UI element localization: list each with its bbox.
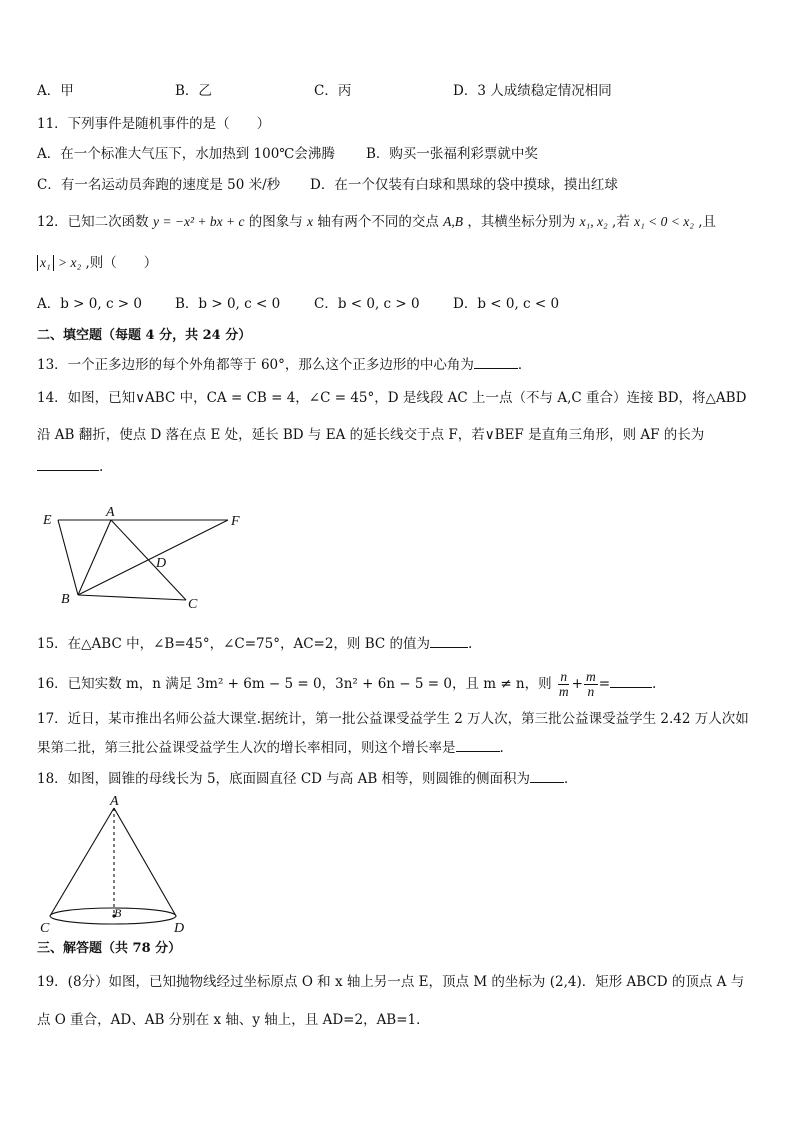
q16-frac2-num: m — [585, 669, 596, 684]
section-3-heading: 三、解答题（共 78 分） — [37, 941, 182, 956]
q12-condition-1: x₁ < 0 < x₂ — [634, 214, 694, 229]
q18-slant-ac — [50, 808, 114, 916]
q13-text: 13．一个正多边形的每个外角都等于 60°，那么这个正多边形的中心角为 — [37, 357, 474, 373]
q18 — [37, 770, 578, 788]
q18-label-a: A — [110, 794, 119, 809]
q12-abs-var: x₁ — [40, 255, 51, 270]
q16-tail: . — [652, 676, 657, 692]
q14-label-b: B — [61, 592, 70, 607]
q12-tail: ,则（ ） — [85, 255, 158, 271]
q15-tail: . — [468, 636, 473, 652]
q10-option-d: D．3 人成绩稳定情况相同 — [453, 83, 612, 99]
q14-line-bc — [78, 595, 186, 600]
q14-line-eb — [58, 520, 78, 595]
q13 — [37, 356, 531, 374]
q11-option-b: B．购买一张福利彩票就中奖 — [366, 146, 538, 162]
q14-answer-blank[interactable] — [37, 458, 99, 471]
q18-slant-ad — [114, 808, 176, 916]
q12-prefix: 12．已知二次函数 — [37, 214, 149, 230]
q12-option-a: A．b > 0, c > 0 — [37, 296, 143, 312]
q14-figure — [38, 500, 253, 615]
q14-line-2: 沿 AB 翻折，使点 D 落在点 E 处，延长 BD 与 EA 的延长线交于点 F，若∨BEF 是直角三角形，则 AF 的长为 — [37, 427, 705, 443]
q12-roots: x₁, x₂ — [579, 214, 608, 229]
q14-label-f: F — [231, 514, 240, 529]
q14-line-ab — [78, 520, 111, 595]
q16-equals: = — [598, 676, 611, 692]
q11-option-d: D．在一个仅装有白球和黑球的袋中摸球，摸出红球 — [310, 177, 618, 193]
q15-text: 15．在△ABC 中，∠B=45°，∠C=75°，AC=2，则 BC 的值为 — [37, 636, 431, 652]
q12-mid2: 轴有两个不同的交点 — [317, 214, 439, 230]
q18-label-d: D — [174, 921, 185, 936]
section-2-heading: 二、填空题（每题 4 分，共 24 分） — [37, 328, 252, 343]
q16-frac2-den: n — [587, 684, 595, 699]
q10-option-c: C．丙 — [314, 83, 352, 99]
q11-option-a: A．在一个标准大气压下，水加热到 100℃会沸腾 — [37, 146, 335, 162]
q18-tail: ． — [564, 771, 578, 787]
q12-abs-value — [37, 255, 54, 271]
q17-answer-blank[interactable] — [456, 739, 500, 752]
q11-option-c: C．有一名运动员奔跑的速度是 50 米/秒 — [37, 177, 281, 193]
q17-line-2 — [37, 739, 504, 757]
q11-stem: 11．下列事件是随机事件的是（ ） — [37, 116, 271, 132]
q10-option-a: A．甲 — [37, 83, 74, 99]
q15 — [37, 635, 472, 653]
q17-line-1: 17．近日，某市推出名师公益大课堂.据统计，第一批公益课受益学生 2 万人次，第三批公益课受益学生 2.42 万人次如 — [37, 711, 749, 727]
q16-frac1-num: n — [560, 669, 568, 684]
q14-line-1: 14．如图，已知∨ABC 中，CA = CB = 4，∠C = 45°，D 是线段 AC 上一点（不与 A,C 重合）连接 BD，将△ABD — [37, 390, 747, 406]
q16 — [37, 670, 656, 699]
q16-fraction-n-over-m — [557, 670, 571, 699]
q16-frac1-den: m — [558, 684, 569, 699]
q13-answer-blank[interactable] — [474, 356, 518, 369]
q14-label-d: D — [156, 556, 167, 571]
q14-label-c: C — [188, 597, 198, 612]
q16-plus: + — [571, 676, 583, 692]
q14-tail: . — [99, 459, 104, 475]
q14-label-a: A — [106, 505, 115, 520]
q12-function: y = −x² + bx + c — [152, 214, 245, 229]
q14-answer — [37, 458, 103, 476]
q13-tail: ． — [517, 357, 532, 373]
q18-text: 18．如图，圆锥的母线长为 5，底面圆直径 CD 与高 AB 相等，则圆锥的侧面积为 — [37, 771, 531, 787]
q10-option-b: B．乙 — [175, 83, 212, 99]
q15-answer-blank[interactable] — [430, 635, 468, 648]
q12-condition-2: > x₂ — [57, 255, 82, 270]
q12-x-axis: x — [307, 214, 314, 229]
q14-label-e: E — [43, 513, 52, 528]
q16-answer-blank[interactable] — [610, 675, 652, 688]
q12-mid: 的图象与 — [248, 214, 303, 230]
q18-label-c: C — [40, 921, 50, 936]
q12-points: A,B — [443, 214, 464, 229]
q18-cone-figure — [38, 792, 188, 940]
q12-option-c: C．b < 0, c > 0 — [314, 296, 420, 312]
q12-option-b: B．b > 0, c < 0 — [175, 296, 281, 312]
q19-line-2: 点 O 重合，AD、AB 分别在 x 轴、y 轴上，且 AD=2，AB=1． — [37, 1012, 430, 1028]
q16-prefix: 16．已知实数 m，n 满足 3m² + 6m − 5 = 0，3n² + 6n − 5 = 0，且 m ≠ n，则 — [37, 676, 552, 692]
q12-mid3: ，其横坐标分别为 — [467, 214, 576, 230]
q12-mid4: ,若 — [612, 214, 630, 230]
q18-label-b: B — [114, 906, 122, 920]
q16-fraction-m-over-n — [584, 670, 598, 699]
q12-stem-end: ,且 — [698, 214, 717, 230]
q12-option-d: D．b < 0, c < 0 — [453, 296, 560, 312]
q18-answer-blank[interactable] — [530, 770, 564, 783]
q17-text: 果第二批，第三批公益课受益学生人次的增长率相同，则这个增长率是 — [37, 740, 456, 756]
q14-line-bf — [78, 520, 228, 595]
q19-line-1: 19．(8分）如图，已知抛物线经过坐标原点 O 和 x 轴上另一点 E，顶点 M 的坐标为 (2,4)．矩形 ABCD 的顶点 A 与 — [37, 974, 745, 990]
q12-condition-line — [37, 254, 157, 272]
q17-tail: . — [499, 740, 504, 756]
q12-stem — [37, 213, 716, 231]
